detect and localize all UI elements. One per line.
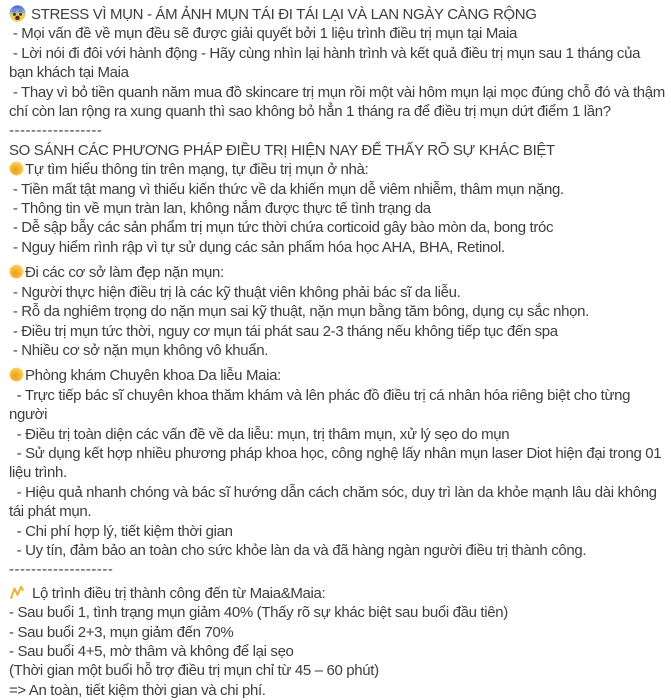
roadmap-line: => An toàn, tiết kiệm thời gian và chi phí.	[9, 681, 266, 699]
section-item: - Tiền mất tật mang vì thiếu kiến thức về da khiến mụn dễ viêm nhiễm, thâm mụn nặng.	[9, 180, 564, 198]
section-item: - Uy tín, đảm bảo an toàn cho sức khỏe làn da và đã hàng ngàn người điều trị thành công.	[9, 541, 587, 559]
section-item: - Nhiều cơ sở nặn mụn không vô khuẩn.	[9, 341, 269, 359]
section-item: - Rỗ da nghiêm trọng do nặn mụn sai kỹ thuật, nặn mụn bằng tăm bông, dụng cụ sắc nhọn.	[9, 303, 589, 321]
section-heading	[9, 160, 665, 179]
section-heading-text: Tự tìm hiểu thông tin trên mạng, tự điều trị mụn ở nhà:	[25, 161, 369, 179]
section-item: - Trực tiếp bác sĩ chuyên khoa thăm khám và lên phác đồ điều trị cá nhân hóa riêng biệt cho từng người	[9, 386, 634, 424]
compare-heading: SO SÁNH CÁC PHƯƠNG PHÁP ĐIỀU TRỊ HIỆN NAY ĐỂ THẤY RÕ SỰ KHÁC BIỆT	[9, 141, 555, 159]
section-maia-clinic	[9, 366, 665, 560]
post-title-text: STRESS VÌ MỤN - ÁM ẢNH MỤN TÁI ĐI TÁI LẠI VÀ LAN NGÀY CÀNG RỘNG	[31, 6, 537, 23]
post-title	[9, 5, 665, 24]
roadmap-line: - Sau buổi 4+5, mờ thâm và không để lại sẹo	[9, 643, 294, 660]
section-self-treatment	[9, 160, 665, 257]
section-spa	[9, 263, 665, 360]
roadmap-line: (Thời gian một buổi hỗ trợ điều trị mụn chỉ từ 45 – 60 phút)	[9, 662, 379, 680]
roadmap-heading	[9, 584, 665, 603]
roadmap-heading-text: Lộ trình điều trị thành công đến từ Maia&Maia:	[32, 584, 326, 602]
intro-line: - Lời nói đi đôi với hành động - Hãy cùng nhìn lại hành trình và kết quả điều trị mụn sau 1 tháng của bạn khách tại Maia	[9, 44, 644, 82]
section-item: - Nguy hiểm rình rập vì tự sử dụng các sản phẩm hóa học AHA, BHA, Retinol.	[9, 238, 505, 256]
separator-dashes: -------------------	[9, 561, 114, 579]
section-heading	[9, 263, 665, 282]
section-item: - Sử dụng kết hợp nhiều phương pháp khoa học, công nghệ lấy nhân mụn laser Diot hiện đại trong 01 liệu trình.	[9, 444, 666, 482]
section-item: - Thông tin về mụn tràn lan, không nắm được thực tế tình trạng da	[9, 200, 431, 218]
section-item: - Hiệu quả nhanh chóng và bác sĩ hướng dẫn cách chăm sóc, duy trì làn da khỏe mạnh lâu dài không tái phát mụn.	[9, 483, 661, 521]
section-item: - Dễ sập bẫy các sản phẩm trị mụn tức thời chứa corticoid gây bào mòn da, bong tróc	[9, 219, 554, 237]
yellow-flower-icon	[9, 367, 24, 382]
intro-line: - Mọi vấn đề về mụn đều sẽ được giải quyết bởi 1 liệu trình điều trị mụn tại Maia	[9, 25, 517, 43]
yellow-flower-icon	[9, 264, 24, 279]
section-item: - Điều trị toàn diện các vấn đề về da liễu: mụn, trị thâm mụn, xử lý sẹo do mụn	[9, 425, 510, 443]
section-item: - Chi phí hợp lý, tiết kiệm thời gian	[9, 522, 233, 540]
yellow-flower-icon	[9, 161, 24, 176]
separator-dashes: -----------------	[9, 122, 103, 140]
roadmap-line: - Sau buổi 1, tình trạng mụn giảm 40% (Thấy rõ sự khác biệt sau buổi đầu tiên)	[9, 604, 508, 622]
section-item: - Người thực hiện điều trị là các kỹ thuật viên không phải bác sĩ da liễu.	[9, 283, 461, 301]
roadmap-line: - Sau buổi 2+3, mụn giảm đến 70%	[9, 623, 234, 641]
fearful-face-icon	[9, 5, 26, 22]
section-heading	[9, 366, 665, 385]
section-heading-text: Đi các cơ sở làm đẹp nặn mụn:	[25, 264, 224, 282]
intro-line: - Thay vì bỏ tiền quanh năm mua đồ skincare trị mụn rồi một vài hôm mụn lại mọc đúng chỗ đó và thậm chí còn lan rộng ra xung quanh thì sao không bỏ hẳn 1 tháng ra để điều trị mụn dứt điểm 1 lần?	[9, 83, 669, 121]
section-item: - Điều trị mụn tức thời, nguy cơ mụn tái phát sau 2-3 tháng nếu không tiếp tục đến spa	[9, 322, 558, 340]
section-heading-text: Phòng khám Chuyên khoa Da liễu Maia:	[25, 367, 281, 385]
gold-zigzag-icon	[9, 584, 25, 600]
